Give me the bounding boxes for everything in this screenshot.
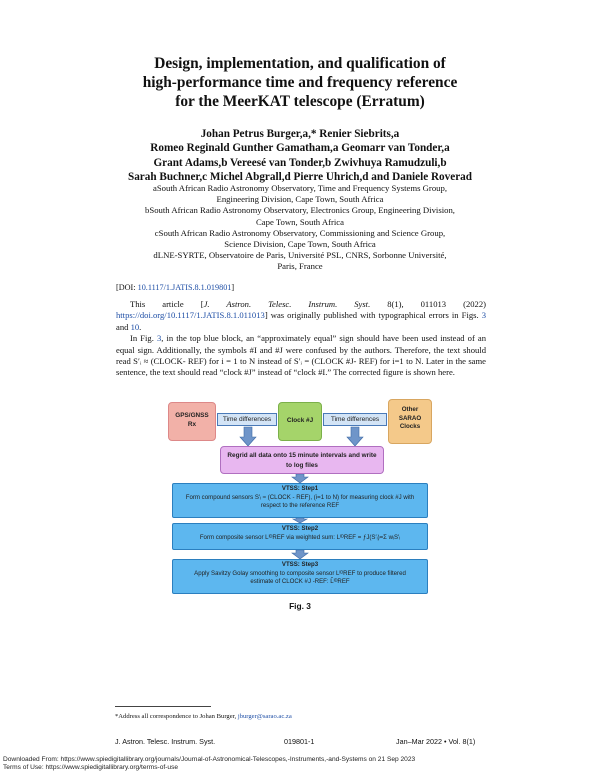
- step1-heading: VTSS: Step1: [281, 485, 319, 492]
- affiliation-line: Science Division, Cape Town, South Africa: [224, 239, 376, 250]
- step2-heading: VTSS: Step2: [281, 525, 319, 532]
- para1-tail: ] was originally published with typographical errors in Figs.: [264, 310, 482, 321]
- journal-name: J. Astron. Telesc. Instrum. Syst.: [115, 737, 216, 746]
- paragraph-2: [116, 333, 486, 379]
- doi-suffix: ]: [231, 283, 235, 292]
- paragraph-1: [116, 299, 486, 333]
- para2-text: , in the top blue block, an “approximately equal” sign should have been used instead of an equal sign. Additionally, the symbols #I and #J were confused by the authors. Therefore, the text should read S′ᵢ ≈ (CLOCK- REF) for i = 1 to N instead of S′ᵢ = (CLOCK #J- REF) for i=1 to N. Later in the same sentence, the text should read “clock #J” instead of “clock #I.” The corrected figure is shown here.: [116, 333, 487, 378]
- affiliation-line: cSouth African Radio Astronomy Observatory, Commissioning and Science Group,: [154, 227, 446, 238]
- issue-info: Jan–Mar 2022 • Vol. 8(1): [396, 737, 476, 746]
- step2-line: Form composite sensor LᴵᴰREF via weighted sum: LᴵᴰREF = ƒJ(S′ᵢ)=Σ wᵢS′ᵢ: [199, 533, 401, 541]
- step3-heading: VTSS: Step3: [281, 561, 319, 568]
- gps-label: GPS/GNSS: [175, 412, 209, 419]
- author-line: Johan Petrus Burger,a,* Renier Siebrits,a: [200, 128, 400, 140]
- doi-prefix: [DOI:: [116, 283, 138, 292]
- regrid-box: [220, 446, 384, 474]
- affiliation-line: aSouth African Radio Astronomy Observatory, Time and Frequency Systems Group,: [152, 183, 448, 193]
- arrow-down-icon: [347, 427, 363, 446]
- vtss-step1-box: [172, 483, 428, 518]
- affiliations: [100, 183, 500, 273]
- citation-details: 8(1), 011013 (2022): [370, 299, 486, 309]
- affiliation-a: [100, 183, 500, 205]
- email-link[interactable]: jburger@sarao.ac.za: [237, 713, 292, 720]
- arrow-down-icon: [292, 550, 308, 559]
- affiliation-line: dLNE-SYRTE, Observatoire de Paris, Université PSL, CNRS, Sorbonne Université,: [153, 250, 447, 261]
- affiliation-line: Cape Town, South Africa: [255, 216, 345, 227]
- terms-of-use: Terms of Use: https://www.spiedigitallibrary.org/terms-of-use: [3, 764, 179, 771]
- body-text: [116, 299, 486, 379]
- fig3-link[interactable]: 3: [156, 333, 162, 344]
- clock-j-box: Clock #J: [278, 402, 322, 441]
- download-notice: Downloaded From: https://www.spiedigitallibrary.org/journals/Journal-of-Astronomical-Telescopes,-Instruments,-and-Systems on 21 Sep 2023: [3, 756, 416, 763]
- other-clocks-box: [388, 399, 432, 444]
- author-list: [60, 127, 540, 185]
- step3-line: estimate of CLOCK #J -REF: L̂ᴵᴰREF: [250, 578, 350, 586]
- fig10-link[interactable]: 10: [130, 321, 140, 332]
- regrid-line: to log files: [286, 461, 318, 469]
- arrow-down-icon: [240, 427, 256, 446]
- paper-title: [60, 54, 540, 111]
- affiliation-d: [100, 250, 500, 272]
- fig3-link[interactable]: 3: [481, 310, 486, 321]
- step1-line: Form compound sensors S′ᵢ ≈ (CLOCK - REF), (i=1 to N) for measuring clock #J with: [185, 493, 415, 501]
- regrid-line: Regrid all data onto 15 minute intervals and write: [227, 452, 377, 459]
- step1-line: respect to the reference REF: [260, 502, 340, 510]
- title-line: Design, implementation, and qualification of: [154, 55, 446, 72]
- other-label: Other: [401, 406, 419, 413]
- affiliation-line: Engineering Division, Cape Town, South Africa: [216, 194, 384, 205]
- other-label: Clocks: [399, 423, 421, 430]
- doi-line: [116, 283, 234, 292]
- page-number: 019801-1: [284, 737, 315, 746]
- gps-gnss-box: [168, 402, 216, 441]
- affiliation-b: [100, 205, 500, 227]
- para2-lead: In Fig.: [130, 333, 157, 344]
- footnote-rule: [115, 706, 211, 707]
- doi-link[interactable]: 10.1117/1.JATIS.8.1.019801: [137, 283, 232, 292]
- para1-lead: This article [: [130, 299, 204, 309]
- author-line: Romeo Reginald Gunther Gamatham,a Geomarr van Tonder,a: [150, 142, 450, 155]
- other-label: SARAO: [398, 414, 422, 422]
- time-differences-left-arrow: Time differences: [217, 413, 277, 426]
- affiliation-c: [100, 228, 500, 250]
- vtss-step2-box: [172, 523, 428, 550]
- para1-end: .: [139, 321, 142, 332]
- author-line: Grant Adams,b Vereesé van Tonder,b Zwivhuya Ramudzuli,b: [153, 156, 447, 169]
- arrow-down-icon: [292, 474, 308, 483]
- footnote: [115, 713, 292, 720]
- footnote-text: *Address all correspondence to Johan Burger,: [115, 713, 238, 720]
- gps-label: Rx: [187, 421, 197, 428]
- affiliation-line: Paris, France: [277, 261, 323, 272]
- author-line: Sarah Buchner,c Michel Abgrall,d Pierre Uhrich,d and Daniele Roverad: [127, 171, 472, 184]
- affiliation-line: bSouth African Radio Astronomy Observatory, Electronics Group, Engineering Division,: [145, 205, 455, 216]
- citation-journal: J. Astron. Telesc. Instrum. Syst.: [203, 299, 371, 309]
- title-line: high-performance time and frequency reference: [142, 74, 458, 91]
- title-line: for the MeerKAT telescope (Erratum): [175, 93, 425, 110]
- step3-line: Apply Savitzy Golay smoothing to composite sensor LᴵᴰREF to produce filtered: [194, 569, 406, 577]
- time-differences-right-arrow: Time differences: [323, 413, 387, 426]
- para1-and: and: [116, 321, 131, 332]
- figure-caption: Fig. 3: [289, 601, 311, 611]
- article-doi-link[interactable]: https://doi.org/10.1117/1.JATIS.8.1.011013: [116, 310, 265, 321]
- vtss-step3-box: [172, 559, 428, 594]
